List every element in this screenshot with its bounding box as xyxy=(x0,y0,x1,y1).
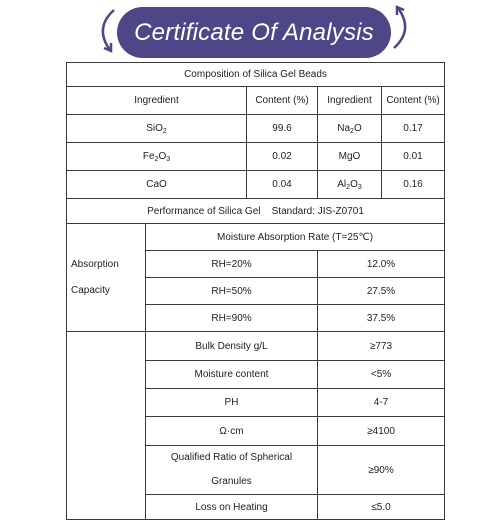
ingredient-cell: $Na_2O$ xyxy=(318,115,382,143)
composition-title: Composition of Silica Gel Beads xyxy=(67,63,445,87)
loss-on-heating-label: Loss on Heating xyxy=(146,495,318,520)
rh-value: 27.5% xyxy=(318,278,445,305)
property-label: Moisture content xyxy=(146,361,318,389)
property-value: <5% xyxy=(318,361,445,389)
property-value: ≥4100 xyxy=(318,417,445,446)
analysis-table xyxy=(66,62,445,520)
table-row xyxy=(67,332,445,361)
table-row xyxy=(67,171,445,199)
page-title: Certificate Of Analysis xyxy=(134,18,374,46)
col-header-ingredient-2: Ingredient xyxy=(318,87,382,115)
rh-label: RH=20% xyxy=(146,251,318,278)
col-header-ingredient-1: Ingredient xyxy=(67,87,247,115)
property-label: Ω·cm xyxy=(146,417,318,446)
standard-label: Standard: JIS-Z0701 xyxy=(271,205,364,217)
property-label: PH xyxy=(146,389,318,417)
rh-value: 37.5% xyxy=(318,305,445,332)
ingredient-cell: SiO$_2$ xyxy=(67,115,247,143)
rh-label: RH=50% xyxy=(146,278,318,305)
content-cell: 0.02 xyxy=(247,143,318,171)
property-value: ≥773 xyxy=(318,332,445,361)
rh-label: RH=90% xyxy=(146,305,318,332)
certificate-title-banner xyxy=(117,7,391,58)
performance-title: Performance of Silica Gel xyxy=(147,205,261,217)
absorption-capacity-label: Absorption Capacity xyxy=(67,224,146,332)
property-value: 4-7 xyxy=(318,389,445,417)
performance-title-row xyxy=(67,199,445,224)
content-cell: 0.17 xyxy=(382,115,445,143)
ingredient-cell: $Fe_2O_3$ xyxy=(67,143,247,171)
spherical-ratio-value: ≥90% xyxy=(318,446,445,495)
content-cell: 99.6 xyxy=(247,115,318,143)
content-cell: 0.16 xyxy=(382,171,445,199)
content-cell: 0.04 xyxy=(247,171,318,199)
content-cell: 0.01 xyxy=(382,143,445,171)
spherical-ratio-label: Qualified Ratio of Spherical Granules xyxy=(146,446,318,495)
col-header-content-1: Content (%) xyxy=(247,87,318,115)
loss-on-heating-value: ≤5.0 xyxy=(318,495,445,520)
ingredient-cell: MgO xyxy=(318,143,382,171)
ingredient-cell: $Al_2O_3$ xyxy=(318,171,382,199)
moisture-absorption-rate: Moisture Absorption Rate (T=25℃) xyxy=(146,224,445,251)
ingredient-cell: CaO xyxy=(67,171,247,199)
rh-value: 12.0% xyxy=(318,251,445,278)
col-header-content-2: Content (%) xyxy=(382,87,445,115)
table-row xyxy=(67,143,445,171)
blank-cell xyxy=(67,332,146,520)
property-label: Bulk Density g/L xyxy=(146,332,318,361)
table-row xyxy=(67,115,445,143)
